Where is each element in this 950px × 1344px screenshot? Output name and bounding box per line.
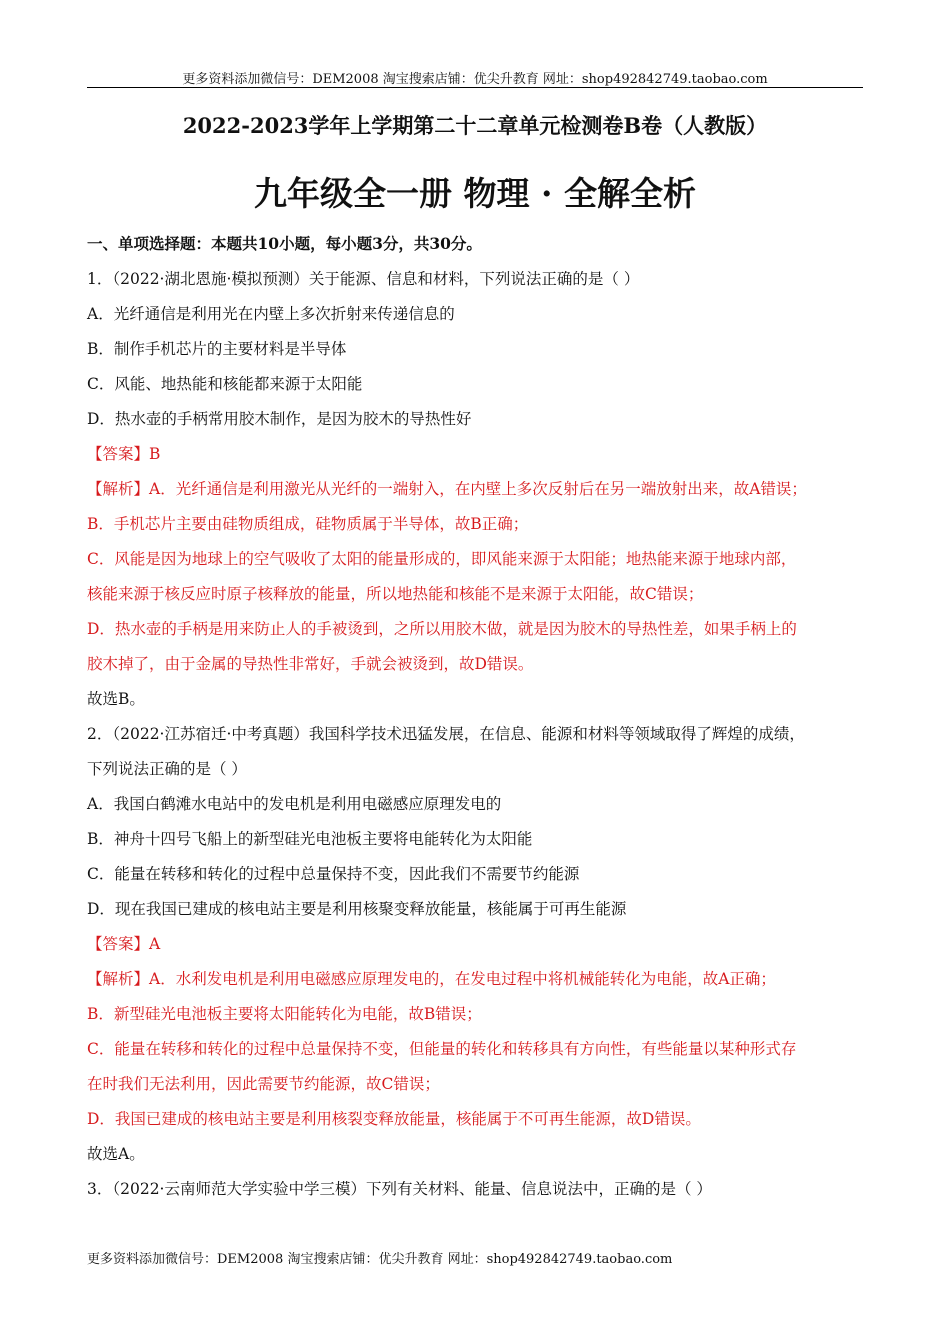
q2-option-c: C．能量在转移和转化的过程中总量保持不变，因此我们不需要节约能源 (87, 865, 580, 883)
q1-answer: 【答案】B (87, 445, 161, 463)
q2-explanation-2: B．新型硅光电池板主要将太阳能转化为电能，故B错误； (87, 1005, 482, 1023)
q2-stem-2: 下列说法正确的是（ ） (87, 760, 247, 778)
q1-option-a: A．光纤通信是利用光在内壁上多次折射来传递信息的 (87, 305, 455, 323)
q1-explanation-2: B．手机芯片主要由硅物质组成，硅物质属于半导体，故B正确； (87, 515, 529, 533)
q1-explanation-4: 核能来源于核反应时原子核释放的能量，所以地热能和核能不是来源于太阳能，故C错误； (87, 585, 704, 603)
q2-choice: 故选A。 (87, 1145, 145, 1163)
q1-explanation-label: 【解析】 (87, 480, 150, 498)
q1-option-c: C．风能、地热能和核能都来源于太阳能 (87, 375, 363, 393)
q1-option-d: D．热水壶的手柄常用胶木制作，是因为胶木的导热性好 (87, 410, 472, 428)
q1-explanation-6: 胶木掉了，由于金属的导热性非常好，手就会被烫到，故D错误。 (87, 655, 534, 673)
q2-explanation-label: 【解析】 (87, 970, 150, 988)
q2-explanation-4: 在时我们无法利用，因此需要节约能源，故C错误； (87, 1075, 440, 1093)
q3-stem: 3．（2022·云南师范大学实验中学三模）下列有关材料、能量、信息说法中，正确的是（ ） (87, 1180, 712, 1198)
q2-explanation-5: D．我国已建成的核电站主要是利用核裂变释放能量，核能属于不可再生能源，故D错误。 (87, 1110, 701, 1128)
q2-explanation-1-text: A．水利发电机是利用电磁感应原理发电的，在发电过程中将机械能转化为电能，故A正确； (149, 970, 776, 988)
q1-stem: 1．（2022·湖北恩施·模拟预测）关于能源、信息和材料，下列说法正确的是（ ） (87, 270, 640, 288)
q1-choice: 故选B。 (87, 690, 145, 708)
q1-explanation-5: D．热水壶的手柄是用来防止人的手被烫到，之所以用胶木做，就是因为胶木的导热性差，如果手柄上的 (87, 620, 797, 638)
q2-stem-1: 2．（2022·江苏宿迁·中考真题）我国科学技术迅猛发展，在信息、能源和材料等领域取得了辉煌的成绩， (87, 725, 805, 743)
q2-answer: 【答案】A (87, 935, 161, 953)
q1-explanation-1 (87, 478, 867, 513)
q1-option-b: B．制作手机芯片的主要材料是半导体 (87, 340, 347, 358)
exam-title: 2022-2023学年上学期第二十二章单元检测卷B卷（人教版） (182, 113, 768, 138)
q2-option-b: B．神舟十四号飞船上的新型硅光电池板主要将电能转化为太阳能 (87, 830, 533, 848)
subject-title: 九年级全一册 物理 · 全解全析 (254, 174, 696, 213)
q1-explanation-1-text: A．光纤通信是利用激光从光纤的一端射入，在内壁上多次反射后在另一端放射出来，故A错误； (149, 480, 807, 498)
page-header: 更多资料添加微信号：DEM2008 淘宝搜索店铺：优尖升教育 网址：shop492842749.taobao.com (182, 72, 768, 87)
header-rule (87, 87, 863, 88)
q2-option-d: D．现在我国已建成的核电站主要是利用核聚变释放能量，核能属于可再生能源 (87, 900, 627, 918)
document-body (87, 233, 867, 1213)
page-footer: 更多资料添加微信号：DEM2008 淘宝搜索店铺：优尖升教育 网址：shop492842749.taobao.com (87, 1252, 673, 1267)
q1-explanation-3: C．风能是因为地球上的空气吸收了太阳的能量形成的，即风能来源于太阳能；地热能来源于地球内部， (87, 550, 797, 568)
q2-explanation-3: C．能量在转移和转化的过程中总量保持不变，但能量的转化和转移具有方向性，有些能量以某种形式存 (87, 1040, 797, 1058)
q2-option-a: A．我国白鹤滩水电站中的发电机是利用电磁感应原理发电的 (87, 795, 502, 813)
q2-explanation-1 (87, 968, 867, 1003)
section-heading: 一、单项选择题：本题共10小题，每小题3分，共30分。 (87, 234, 482, 253)
